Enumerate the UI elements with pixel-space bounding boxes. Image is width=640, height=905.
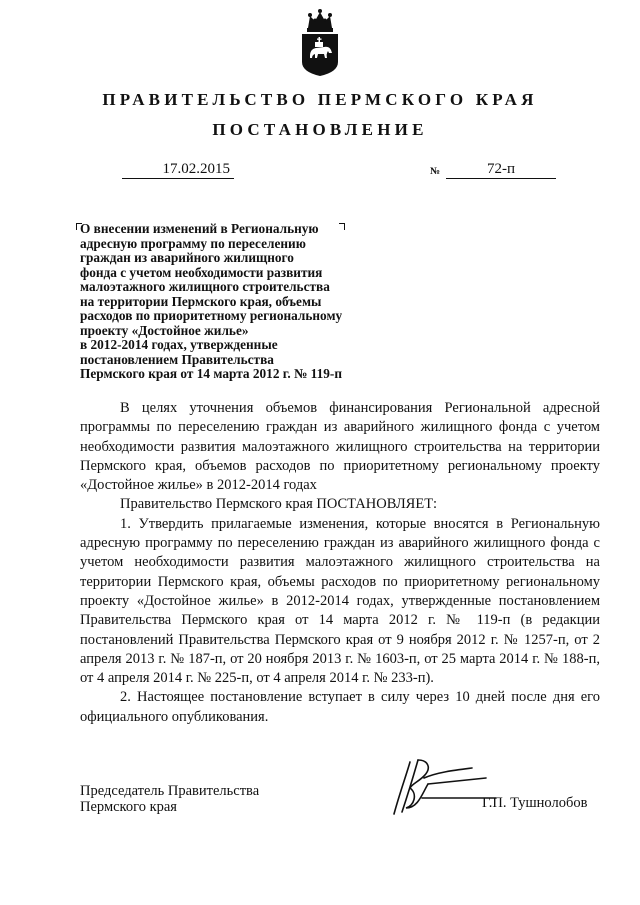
number-sign: № bbox=[430, 166, 441, 177]
document-body bbox=[80, 399, 600, 727]
body-paragraph-preamble: В целях уточнения объемов финансирования Региональной адресной программы по переселению граждан из аварийного жилищного фонда с учетом необходимости развития малоэтажного жилищного строительства на территории Пермского края, объемов расходов по приоритетному региональному проекту «Достойное жилье» в 2012-2014 годах bbox=[80, 400, 600, 494]
signatory-name: Г.П. Тушнолобов bbox=[482, 795, 588, 811]
coat-of-arms-icon bbox=[296, 6, 344, 78]
subject-line: Пермского края от 14 марта 2012 г. № 119-п bbox=[80, 366, 342, 381]
subject-line: О внесении изменений в Региональную bbox=[80, 221, 319, 236]
subject-line: постановлением Правительства bbox=[80, 351, 274, 367]
subject-line: фонда с учетом необходимости развития bbox=[80, 264, 323, 280]
signatory-title-line: Председатель Правительства bbox=[80, 783, 260, 799]
body-paragraph-item-1: 1. Утвердить прилагаемые изменения, которые вносятся в Региональную адресную программу по переселению граждан из аварийного жилищного фонда с учетом необходимости развития малоэтажного жилищного строительства на территории Пермского края, объемы расходов по приоритетному региональному проекту «Достойное жилье» в 2012-2014 годах, утвержденные постановлением Правительства Пермского края от 14 марта 2012 г. № 119-п (в редакции постановлений Правительства Пермского края от 9 ноября 2012 г. № 1257-п, от 2 апреля 2013 г. № 187-п, от 20 ноября 2013 г. № 1603-п, от 25 марта 2014 г. № 188-п, от 4 апреля 2014 г. № 225-п, от 4 апреля 2014 г. № 233-п). bbox=[80, 515, 600, 687]
body-paragraph-item-2: 2. Настоящее постановление вступает в силу через 10 дней после дня его официального опубликования. bbox=[80, 689, 600, 725]
subject-line: проекту «Достойное жилье» bbox=[80, 322, 249, 338]
subject-line: расходов по приоритетному региональному bbox=[80, 308, 343, 323]
government-title: ПРАВИТЕЛЬСТВО ПЕРМСКОГО КРАЯ bbox=[102, 90, 538, 109]
subject-line: в 2012-2014 годах, утвержденные bbox=[80, 337, 278, 352]
handwritten-signature-icon bbox=[388, 754, 498, 824]
document-date: 17.02.2015 bbox=[122, 160, 234, 179]
subject-line: граждан из аварийного жилищного bbox=[80, 250, 294, 265]
subject-line: адресную программу по переселению bbox=[80, 235, 306, 251]
body-paragraph-resolves: Правительство Пермского края ПОСТАНОВЛЯЕТ: bbox=[120, 496, 438, 513]
document-type: ПОСТАНОВЛЕНИЕ bbox=[212, 120, 428, 139]
document-subject bbox=[80, 222, 400, 382]
document-number: 72-п bbox=[446, 160, 556, 179]
subject-line: малоэтажного жилищного строительства bbox=[80, 279, 330, 294]
signatory-title-line: Пермского края bbox=[80, 799, 177, 815]
signatory-title bbox=[80, 783, 259, 815]
subject-line: на территории Пермского края, объемы bbox=[80, 293, 322, 309]
